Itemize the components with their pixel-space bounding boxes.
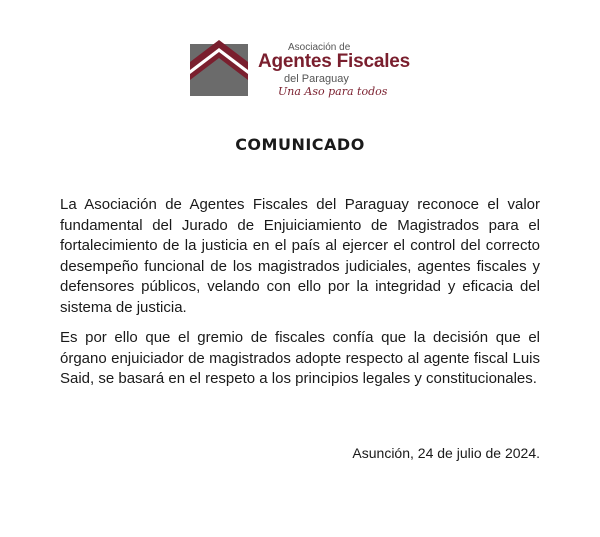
document-date: Asunción, 24 de julio de 2024. <box>352 445 540 461</box>
house-roof-logo-icon <box>190 40 250 96</box>
paragraph-recognition: La Asociación de Agentes Fiscales del Paraguay reconoce el valor fundamental del Jurado de Enjuiciamiento de Magistrados para el fortalecimiento de la justicia en el país al ejercer el control del correcto desempeño funcional de los magistrados judiciales, agentes fiscales y defensores públicos, velando con ello por la integridad y eficacia del sistema de justicia. <box>60 196 540 316</box>
logo-organization-name: Agentes Fiscales <box>258 51 411 72</box>
logo-association-label: Asociación de <box>288 42 351 53</box>
logo-country-label: del Paraguay <box>284 73 349 85</box>
logo-text <box>258 40 438 100</box>
association-logo <box>190 40 430 100</box>
document-title: COMUNICADO <box>235 135 365 154</box>
paragraph-confidence: Es por ello que el gremio de fiscales confía que la decisión que el órgano enjuiciador de magistrados adopte respecto al agente fiscal Luis Said, se basará en el respeto a los principios legales y constitucionales. <box>60 329 540 387</box>
logo-tagline: Una Aso para todos <box>278 85 388 98</box>
